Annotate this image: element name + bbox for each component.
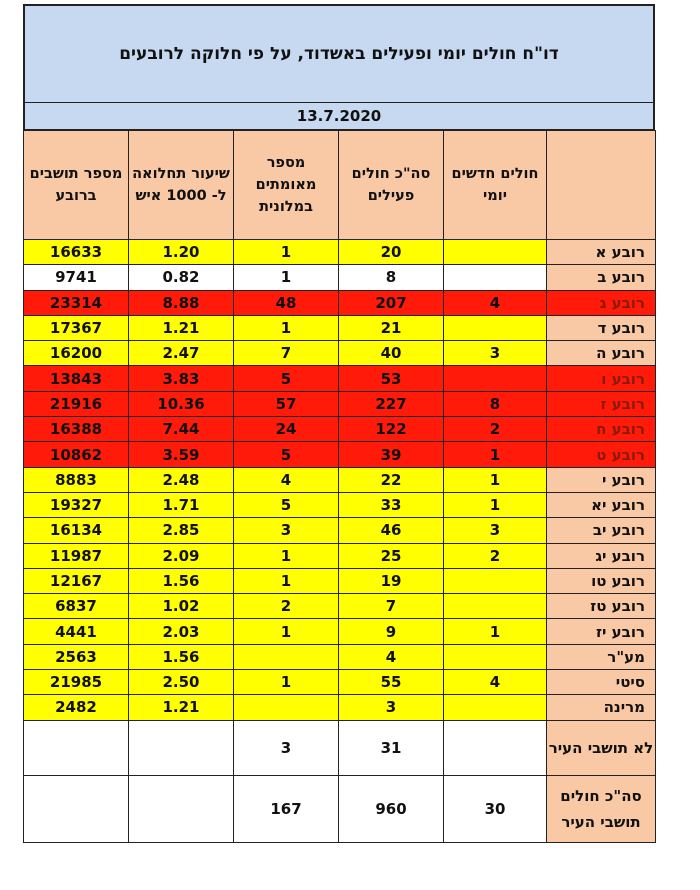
cell-active: 9 — [339, 619, 444, 644]
cell-name: רובע א — [547, 240, 656, 265]
district-row — [24, 240, 656, 265]
cell-name: רובע יז — [547, 619, 656, 644]
cell-daily: 1 — [444, 467, 547, 492]
cell-residents: 2482 — [24, 695, 129, 720]
district-row — [24, 265, 656, 290]
cell-hotel: 1 — [234, 670, 339, 695]
cell-hotel: 5 — [234, 366, 339, 391]
cell-rate: 0.82 — [129, 265, 234, 290]
cell-daily: 2 — [444, 543, 547, 568]
cell-hotel — [234, 695, 339, 720]
cell-hotel: 5 — [234, 492, 339, 517]
header-active: סה"כ חולים פעילים — [339, 131, 444, 240]
cell-name: רובע יא — [547, 492, 656, 517]
cell-rate: 3.83 — [129, 366, 234, 391]
cell-active: 122 — [339, 417, 444, 442]
district-row — [24, 568, 656, 593]
cell-active: 21 — [339, 315, 444, 340]
cell-residents: 10862 — [24, 442, 129, 467]
cell-hotel: 4 — [234, 467, 339, 492]
cell-active: 46 — [339, 518, 444, 543]
cell-residents — [24, 720, 129, 775]
report-title-box — [23, 4, 655, 103]
cell-residents: 16200 — [24, 341, 129, 366]
cell-name: רובע ז — [547, 391, 656, 416]
cell-rate: 1.56 — [129, 644, 234, 669]
cell-rate: 2.48 — [129, 467, 234, 492]
header-daily: חולים חדשים יומי — [444, 131, 547, 240]
cell-rate: 10.36 — [129, 391, 234, 416]
cell-daily — [444, 695, 547, 720]
cell-residents: 2563 — [24, 644, 129, 669]
header-rate: שיעור תחלואה ל- 1000 איש — [129, 131, 234, 240]
cell-active: 55 — [339, 670, 444, 695]
cell-active: 25 — [339, 543, 444, 568]
cell-residents: 13843 — [24, 366, 129, 391]
cell-hotel: 1 — [234, 265, 339, 290]
header-hotel: מספר מאומתים במלונית — [234, 131, 339, 240]
cell-active: 19 — [339, 568, 444, 593]
district-row — [24, 670, 656, 695]
table-header-row — [24, 131, 656, 240]
totals-row — [24, 775, 656, 842]
cell-daily — [444, 568, 547, 593]
cell-name: סה"כ חולים תושבי העיר — [547, 775, 656, 842]
cell-rate: 1.21 — [129, 695, 234, 720]
cell-rate: 1.21 — [129, 315, 234, 340]
district-row — [24, 492, 656, 517]
cell-active: 4 — [339, 644, 444, 669]
cell-daily: 4 — [444, 670, 547, 695]
district-row — [24, 442, 656, 467]
cell-rate: 2.09 — [129, 543, 234, 568]
cell-name: רובע יג — [547, 543, 656, 568]
cell-hotel: 2 — [234, 594, 339, 619]
cell-rate — [129, 720, 234, 775]
district-row — [24, 315, 656, 340]
district-row — [24, 417, 656, 442]
cell-hotel: 1 — [234, 240, 339, 265]
cell-residents: 4441 — [24, 619, 129, 644]
cell-rate: 1.71 — [129, 492, 234, 517]
cell-residents: 19327 — [24, 492, 129, 517]
district-row — [24, 467, 656, 492]
cell-daily: 3 — [444, 518, 547, 543]
cell-name: רובע יב — [547, 518, 656, 543]
header-residents: מספר תושבים ברובע — [24, 131, 129, 240]
cell-daily: 1 — [444, 492, 547, 517]
cell-hotel: 5 — [234, 442, 339, 467]
cell-active: 20 — [339, 240, 444, 265]
cell-hotel: 3 — [234, 720, 339, 775]
cell-name: רובע טו — [547, 568, 656, 593]
cell-name: רובע ו — [547, 366, 656, 391]
cell-name: רובע טז — [547, 594, 656, 619]
cell-name: סיטי — [547, 670, 656, 695]
cell-residents: 6837 — [24, 594, 129, 619]
cell-active: 3 — [339, 695, 444, 720]
cell-daily — [444, 594, 547, 619]
district-row — [24, 543, 656, 568]
report-sheet — [23, 4, 653, 886]
cell-daily: 4 — [444, 290, 547, 315]
district-row — [24, 366, 656, 391]
cell-daily — [444, 265, 547, 290]
district-row — [24, 341, 656, 366]
cell-rate: 2.47 — [129, 341, 234, 366]
report-title: דו"ח חולים יומי ופעילים באשדוד, על פי חלוקה לרובעים — [119, 44, 559, 64]
cell-hotel: 57 — [234, 391, 339, 416]
cell-active: 31 — [339, 720, 444, 775]
cell-hotel — [234, 644, 339, 669]
cell-active: 53 — [339, 366, 444, 391]
cell-name: רובע ב — [547, 265, 656, 290]
cell-rate: 7.44 — [129, 417, 234, 442]
cell-daily — [444, 720, 547, 775]
non-residents-row — [24, 720, 656, 775]
cell-active: 960 — [339, 775, 444, 842]
cell-active: 39 — [339, 442, 444, 467]
cell-name: רובע ח — [547, 417, 656, 442]
district-row — [24, 290, 656, 315]
cell-name: רובע ה — [547, 341, 656, 366]
cell-hotel: 3 — [234, 518, 339, 543]
cell-active: 8 — [339, 265, 444, 290]
cell-name: מע"ר — [547, 644, 656, 669]
cell-daily — [444, 315, 547, 340]
district-row — [24, 695, 656, 720]
cell-residents: 11987 — [24, 543, 129, 568]
cell-daily — [444, 366, 547, 391]
cell-residents: 21985 — [24, 670, 129, 695]
cell-residents: 12167 — [24, 568, 129, 593]
cell-rate: 3.59 — [129, 442, 234, 467]
report-date: 13.7.2020 — [296, 107, 382, 125]
cell-name: לא תושבי העיר — [547, 720, 656, 775]
cell-hotel: 1 — [234, 568, 339, 593]
cell-hotel: 1 — [234, 619, 339, 644]
cell-active: 207 — [339, 290, 444, 315]
cell-rate — [129, 775, 234, 842]
cell-residents: 16388 — [24, 417, 129, 442]
cell-name: רובע ג — [547, 290, 656, 315]
cell-active: 33 — [339, 492, 444, 517]
cell-name: רובע ד — [547, 315, 656, 340]
cell-hotel: 48 — [234, 290, 339, 315]
cell-daily: 1 — [444, 619, 547, 644]
district-row — [24, 518, 656, 543]
cell-residents: 8883 — [24, 467, 129, 492]
cell-hotel: 1 — [234, 315, 339, 340]
cell-active: 7 — [339, 594, 444, 619]
cell-daily: 3 — [444, 341, 547, 366]
cell-rate: 1.20 — [129, 240, 234, 265]
cell-rate: 2.50 — [129, 670, 234, 695]
cell-active: 40 — [339, 341, 444, 366]
cell-active: 22 — [339, 467, 444, 492]
district-row — [24, 619, 656, 644]
cell-residents: 16134 — [24, 518, 129, 543]
cell-hotel: 24 — [234, 417, 339, 442]
cell-rate: 2.03 — [129, 619, 234, 644]
cell-residents — [24, 775, 129, 842]
cell-active: 227 — [339, 391, 444, 416]
district-row — [24, 594, 656, 619]
cell-hotel: 7 — [234, 341, 339, 366]
cell-daily: 30 — [444, 775, 547, 842]
cell-rate: 1.02 — [129, 594, 234, 619]
district-row — [24, 391, 656, 416]
cell-rate: 1.56 — [129, 568, 234, 593]
cell-rate: 8.88 — [129, 290, 234, 315]
cell-daily — [444, 240, 547, 265]
cell-name: מרינה — [547, 695, 656, 720]
cell-residents: 23314 — [24, 290, 129, 315]
cell-residents: 21916 — [24, 391, 129, 416]
cell-hotel: 167 — [234, 775, 339, 842]
districts-table — [23, 130, 656, 843]
cell-name: רובע י — [547, 467, 656, 492]
cell-rate: 2.85 — [129, 518, 234, 543]
cell-hotel: 1 — [234, 543, 339, 568]
cell-daily: 1 — [444, 442, 547, 467]
cell-residents: 16633 — [24, 240, 129, 265]
header-name — [547, 131, 656, 240]
cell-daily — [444, 644, 547, 669]
district-row — [24, 644, 656, 669]
cell-daily: 8 — [444, 391, 547, 416]
cell-daily: 2 — [444, 417, 547, 442]
report-date-box — [23, 102, 655, 130]
cell-residents: 9741 — [24, 265, 129, 290]
cell-residents: 17367 — [24, 315, 129, 340]
cell-name: רובע ט — [547, 442, 656, 467]
